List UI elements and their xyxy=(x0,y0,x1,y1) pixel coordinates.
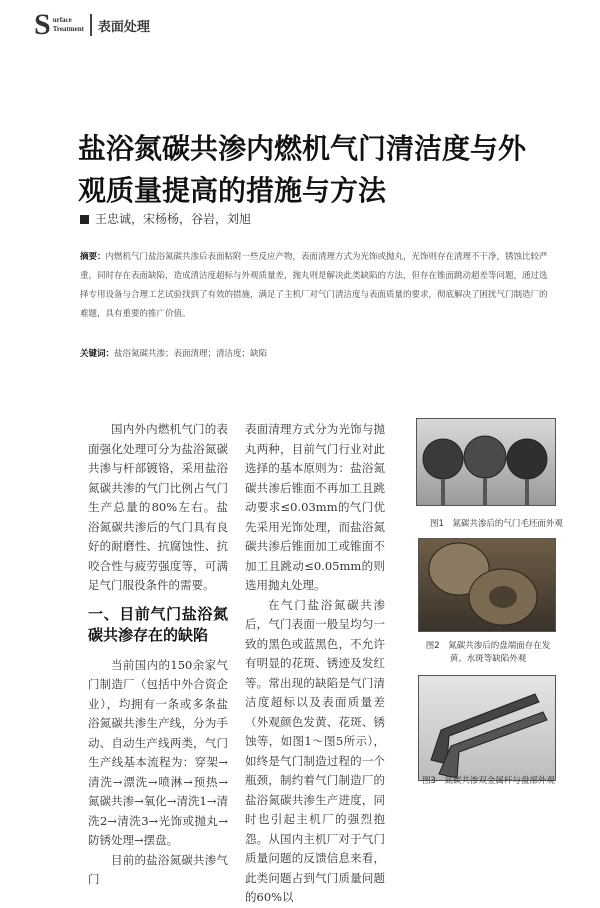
valve-stem-image xyxy=(419,676,555,780)
article-title: 盐浴氮碳共渗内燃机气门清洁度与外观质量提高的措施与方法 xyxy=(78,132,527,207)
header-divider xyxy=(90,14,92,36)
keywords xyxy=(80,345,550,363)
keywords-text: 盐浴氮碳共渗；表面清理；清洁度；缺陷 xyxy=(114,349,268,359)
paragraph: 目前的盐浴氮碳共渗气门 xyxy=(88,852,228,886)
keywords-label: 关键词： xyxy=(80,349,115,359)
header-english: urface Treatment xyxy=(52,16,84,33)
paragraph: 当前国内的150余家气门制造厂（包括中外合资企业），均拥有一条或多条盐浴氮碳共渗生产线，分为手动、自动生产线两类，气门生产线基本流程为：穿架→清洗→漂洗→喷淋→预热→氮碳共渗→氧化→清洗1→清洗2→清洗3→光饰或抛丸→防锈处理→摆盘。 xyxy=(88,657,228,847)
running-header xyxy=(34,10,150,40)
authors xyxy=(80,210,251,227)
figure-3-caption: 图3 氮碳共渗双金属杆与盘部外观 xyxy=(422,776,555,786)
figure-2-caption: 图2 氮碳共渗后的盘端面存在发黄、水斑等缺陷外观 xyxy=(425,641,551,664)
header-section: 表面处理 xyxy=(97,19,150,35)
figure-2-photo xyxy=(418,538,556,632)
figure-3-photo xyxy=(418,675,556,781)
paragraph: 在气门盐浴氮碳共渗后，气门表面一般呈均匀一致的黑色或蓝黑色，不允许有明显的花斑、锈迹及发红等。常出现的缺陷是气门清洁度超标以及表面质量差（外观颜色发黄、花斑、锈蚀等，如图1～图5所示），如终是气门制造过程的一个瓶颈，制约着气门制造厂的盐浴氮碳共渗生产进度，同时也引起主机厂的强烈抱怨。从国内主机厂对于气门质量问题的反馈信息来看，此类问题占到气门质量问题的60%以 xyxy=(245,597,385,904)
author-names: 王忠诚，宋杨杨，谷岩，刘旭 xyxy=(95,212,252,226)
body-column-1 xyxy=(88,420,228,890)
valve-face-image xyxy=(419,539,555,631)
paragraph: 表面清理方式分为光饰与抛丸两种，目前气门行业对此选择的基本原则为：盐浴氮碳共渗后锥面不再加工且跳动要求≤0.03mm的气门优先采用光饰处理，而盐浴氮碳共渗后锥面加工或锥面不加工且跳动≤0.05mm的则选用抛丸处理。 xyxy=(245,422,385,592)
body-column-2 xyxy=(245,420,385,908)
header-logo-letter: S xyxy=(34,8,51,41)
valve-heads-image xyxy=(417,419,555,505)
paragraph: 国内外内燃机气门的表面强化处理可分为盐浴氮碳共渗与杆部镀铬，采用盐浴氮碳共渗的气门比例占气门生产总量的80%左右。盐浴氮碳共渗后的气门具有良好的耐磨性、抗腐蚀性、抗咬合性与疲劳强度等，可满足气门服役条件的需要。 xyxy=(88,422,228,592)
abstract-text: 内燃机气门盐浴氮碳共渗后表面粘附一些反应产物，表面清理方式为光饰或抛丸，光饰则存在清理不干净，锈蚀比较严重，同时存在表面缺陷，造成清洁度超标与外观质量差，抛丸则是解决此类缺陷的方法，但存在锥面跳动超差等问题，通过选择专用设备与合理工艺试验找到了有效的措施，满足了主机厂对气门清洁度与表面质量的要求，彻底解决了困扰气门制造厂的难题，具有重要的推广价值。 xyxy=(80,252,548,319)
abstract xyxy=(80,248,550,324)
figure-1-caption: 图1 氮碳共渗后的气门毛坯面外观 xyxy=(430,519,563,529)
section-heading: 一、目前气门盐浴氮碳共渗存在的缺陷 xyxy=(88,604,228,644)
abstract-label: 摘要： xyxy=(80,252,106,262)
author-bullet-icon xyxy=(80,215,89,224)
figure-1-photo xyxy=(416,418,556,506)
